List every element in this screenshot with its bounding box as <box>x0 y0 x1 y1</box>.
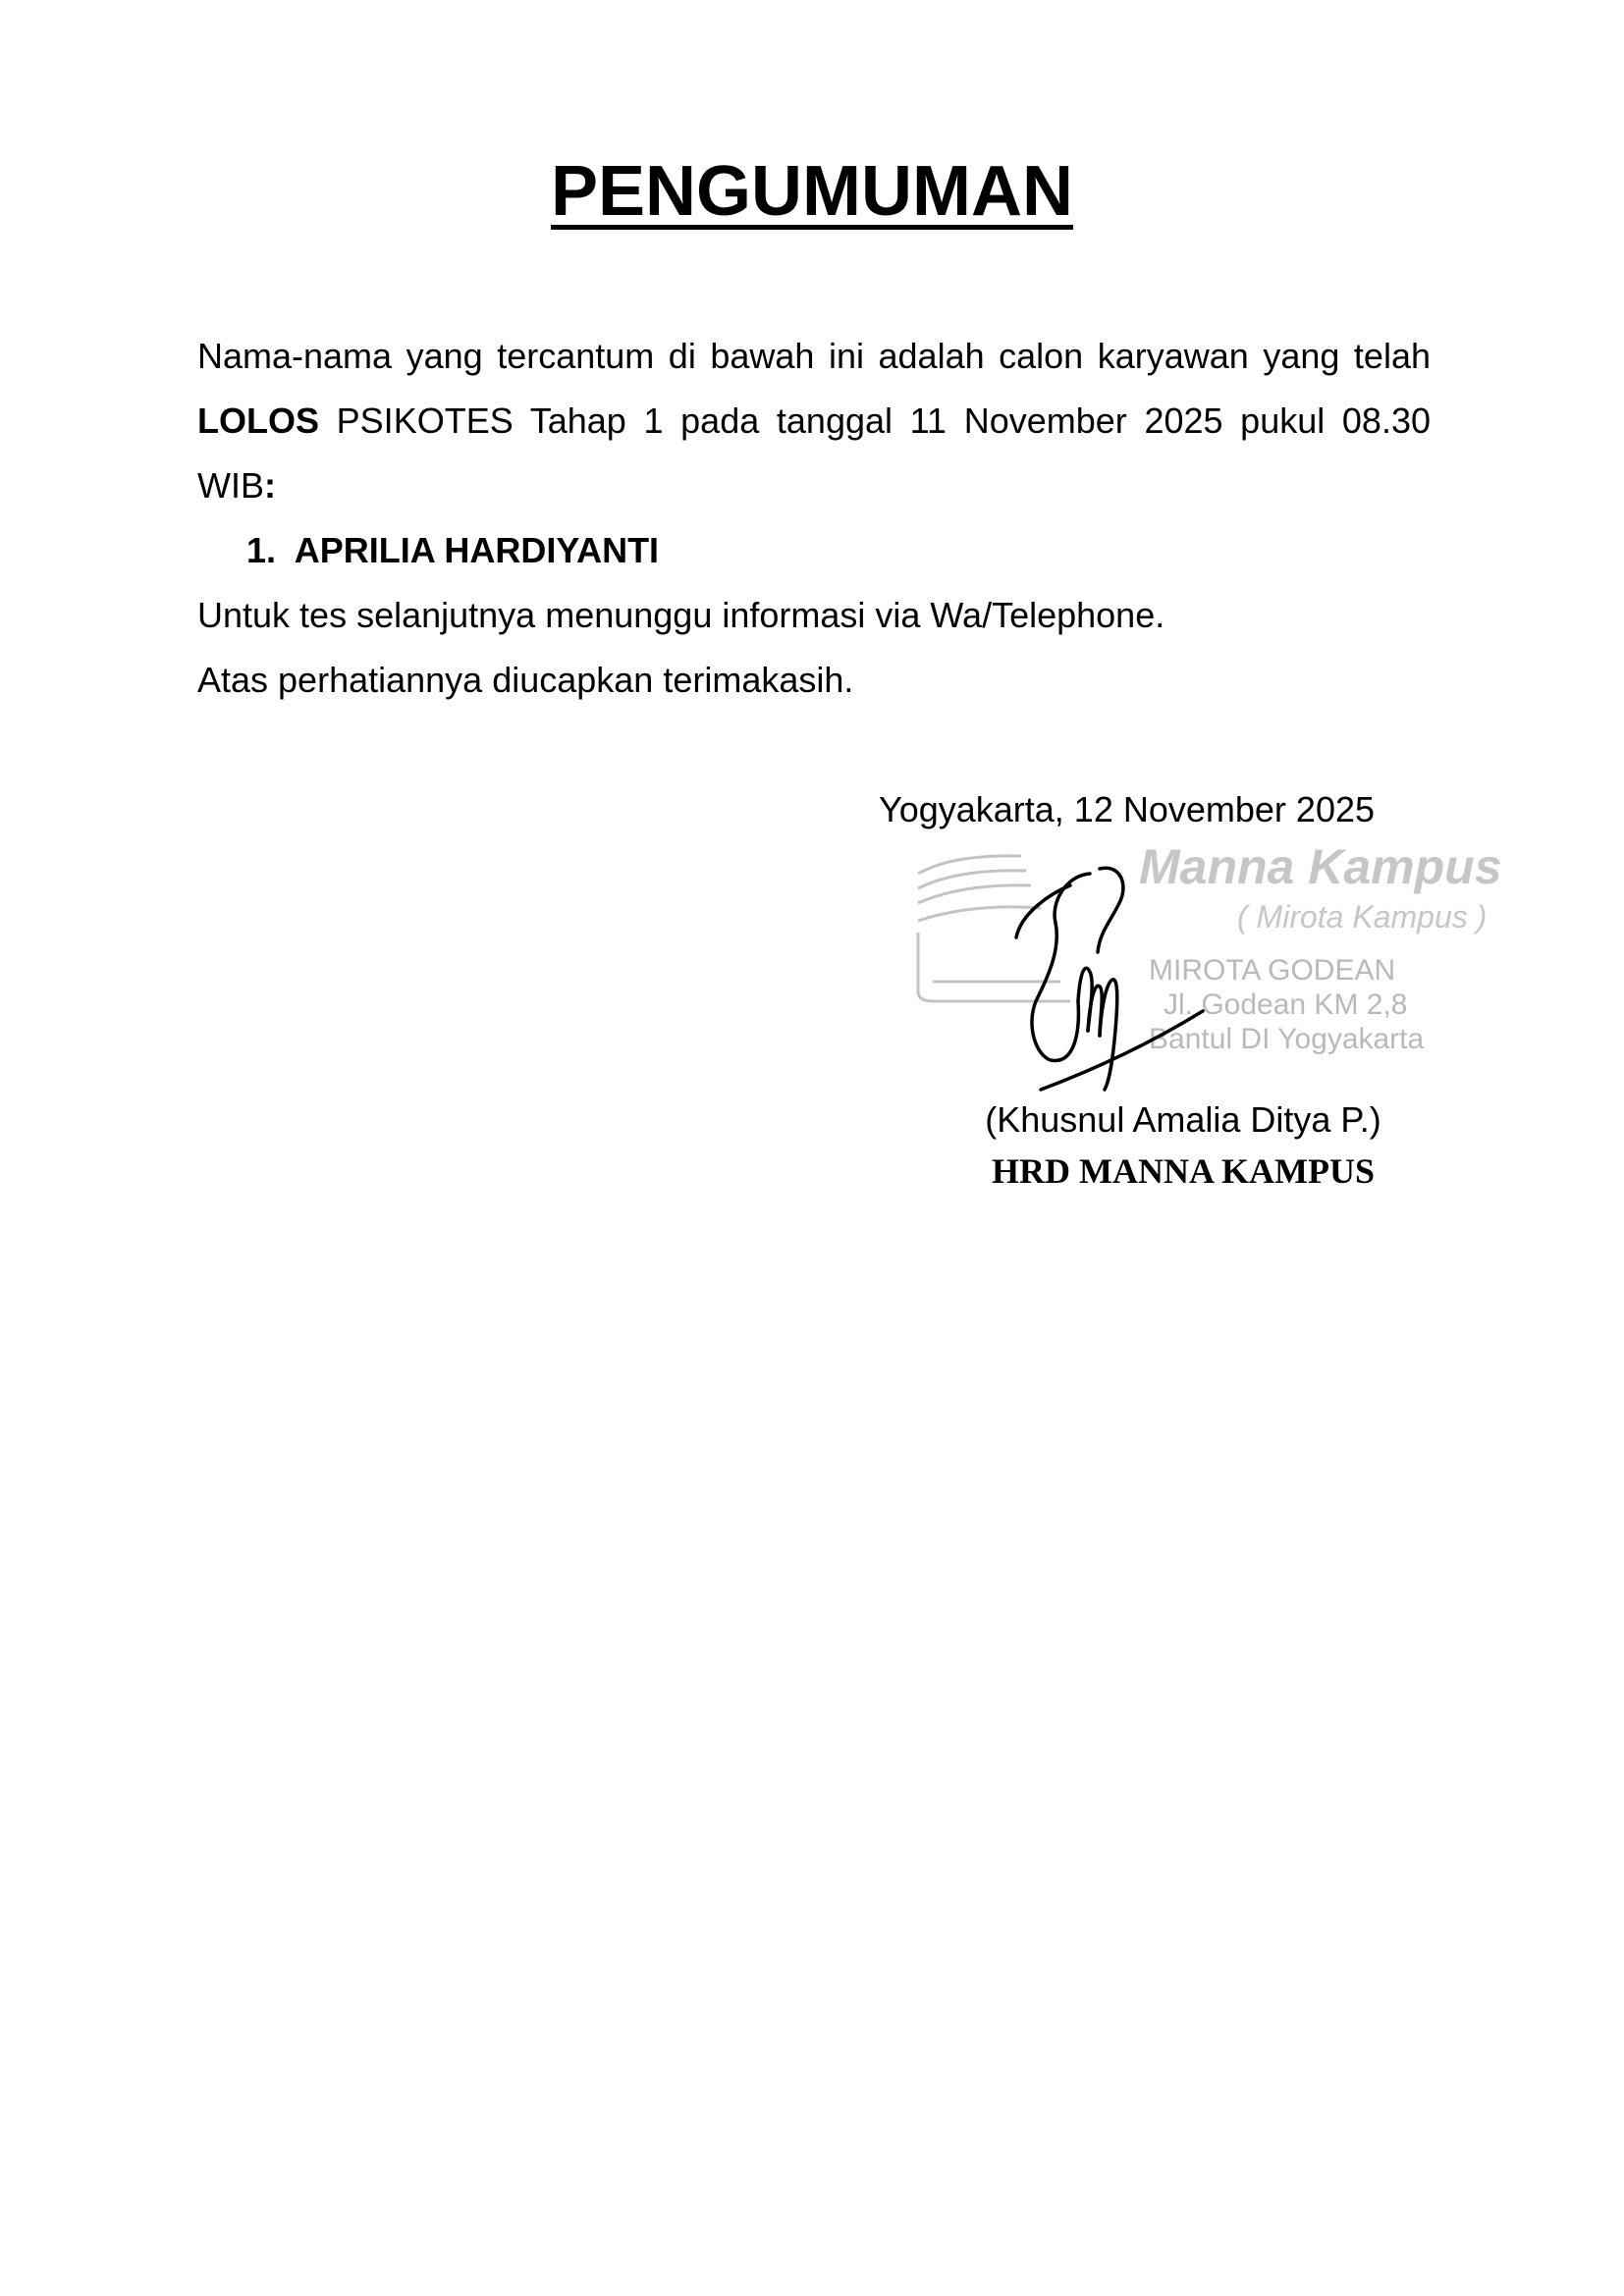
stamp-line2: Jl. Godean KM 2,8 <box>1164 988 1408 1021</box>
stamp-line3: Bantul DI Yogyakarta <box>1149 1023 1425 1055</box>
title-text: PENGUMUMAN <box>551 152 1073 231</box>
signature-image <box>982 864 1208 1099</box>
candidate-item <box>197 518 1431 583</box>
announcement-body <box>197 324 1431 713</box>
place-date: Yogyakarta, 12 November 2025 <box>879 789 1376 829</box>
intro-text-before: Nama-nama yang tercantum di bawah ini adalah calon karyawan yang telah <box>197 336 1431 376</box>
stamp-line1: MIROTA GODEAN <box>1149 954 1396 987</box>
intro-paragraph <box>197 324 1431 518</box>
next-info-text: Untuk tes selanjutnya menunggu informasi via Wa/Telephone. <box>197 595 1165 635</box>
page-title <box>0 147 1624 236</box>
stamp-brand: Manna Kampus <box>1139 839 1502 894</box>
signer-role: HRD MANNA KAMPUS <box>992 1151 1375 1191</box>
intro-text-after: PSIKOTES Tahap 1 pada tanggal 11 November 2025 pukul 08.30 WIB <box>197 400 1431 506</box>
closing-text: Atas perhatiannya diucapkan terimakasih. <box>197 660 854 700</box>
stamp-sub: ( Mirota Kampus ) <box>1237 899 1488 934</box>
intro-colon: : <box>264 465 276 506</box>
candidate-name: APRILIA HARDIYANTI <box>294 530 660 570</box>
candidate-number: 1. <box>246 530 277 570</box>
intro-emphasis: LOLOS <box>197 400 319 441</box>
candidate-list <box>197 518 1431 583</box>
signer-block <box>957 1095 1409 1197</box>
signer-name: (Khusnul Amalia Ditya P.) <box>985 1099 1381 1140</box>
